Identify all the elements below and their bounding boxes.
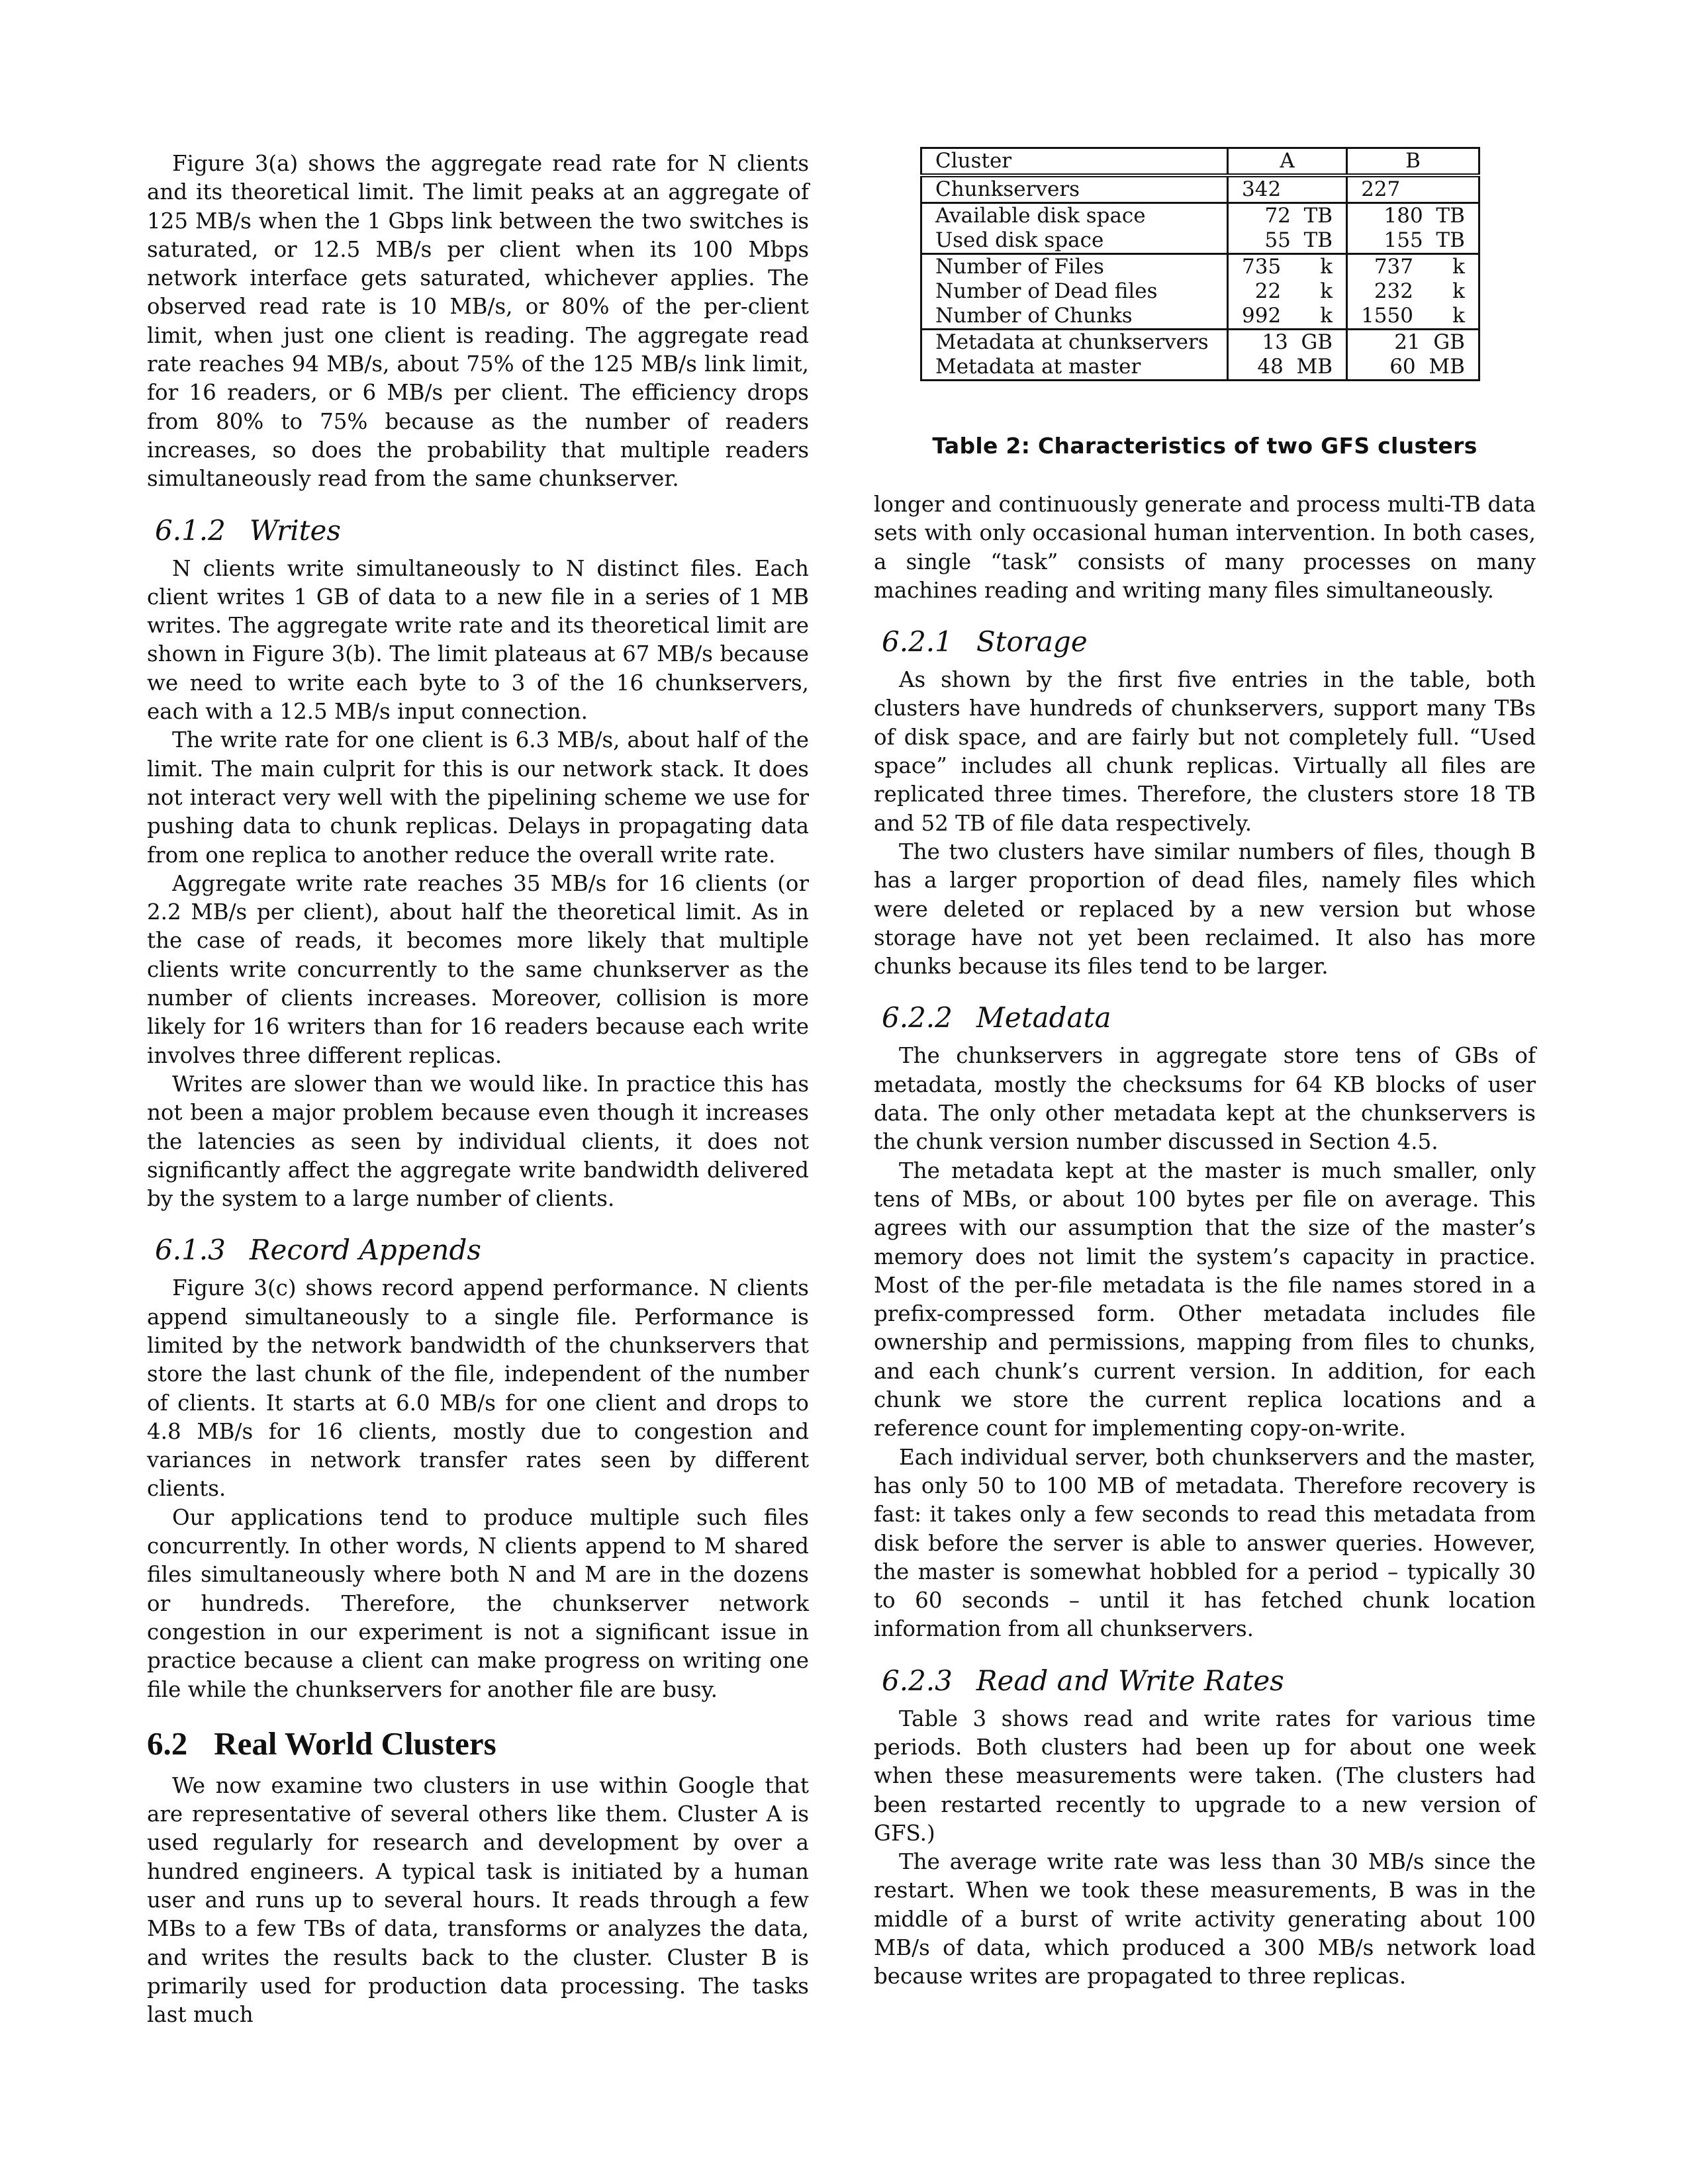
subsection-heading-storage — [882, 625, 1536, 659]
table-cell: Metadata at master — [921, 355, 1228, 381]
table-cell: Metadata at chunkservers — [921, 330, 1228, 355]
table-cell: Chunkservers — [921, 175, 1228, 203]
paragraph: Our applications tend to produce multiple such files concurrently. In other words, N clients append to M shared files simultaneously where both N and M are in the dozens or hundreds. Therefore, the chunkserver network congestion in our experiment is not a significant issue in practice because a client can make progress on writing one file while the chunkservers for another file are busy. — [147, 1504, 809, 1702]
table-cell: 737 k — [1347, 254, 1479, 280]
table-row — [921, 175, 1479, 203]
subsection-heading-read-write-rates — [882, 1664, 1536, 1698]
table-2 — [920, 147, 1536, 381]
paragraph: As shown by the first five entries in the table, both clusters have hundreds of chunkservers, support many TBs of disk space, and are fairly but not completely full. “Used space” includes all chunk replicas. Virtually all files are replicated three times. Therefore, the clusters store 18 TB and 52 TB of file data respectively. — [874, 667, 1536, 836]
table-row — [921, 304, 1479, 330]
table-header-row — [921, 148, 1479, 176]
table-cell: Number of Files — [921, 254, 1228, 280]
paragraph: Writes are slower than we would like. In practice this has not been a major problem because even though it increases the latencies as seen by individual clients, it does not significantly affect the aggregate write bandwidth delivered by the system to a large number of clients. — [147, 1071, 809, 1212]
table-cell: 1550 k — [1347, 304, 1479, 330]
section-number: 6.2 — [147, 1725, 188, 1762]
table-caption: Table 2: Characteristics of two GFS clusters — [932, 433, 1477, 459]
table-cell: 992 k — [1228, 304, 1347, 330]
subsection-title: Writes — [249, 514, 341, 547]
paragraph: We now examine two clusters in use within Google that are representative of several others like them. Cluster A is used regularly for research and development by over a hundred engineers. A typical task is initiated by a human user and runs up to several hours. It reads through a few MBs to a few TBs of data, transforms or analyzes the data, and writes the results back to the cluster. Cluster B is primarily used for production data processing. The tasks last much — [147, 1772, 809, 2028]
table-cell: 155 TB — [1347, 228, 1479, 254]
table-cell: 13 GB — [1228, 330, 1347, 355]
table-row — [921, 279, 1479, 304]
table-cell: Number of Chunks — [921, 304, 1228, 330]
table-cell: 232 k — [1347, 279, 1479, 304]
subsection-number: 6.1.3 — [155, 1234, 226, 1267]
section-heading-real-world-clusters — [147, 1724, 809, 1764]
subsection-title: Storage — [976, 625, 1088, 659]
table-header-cell: B — [1347, 148, 1479, 176]
paragraph: The chunkservers in aggregate store tens of GBs of metadata, mostly the checksums for 64 KB blocks of user data. The only other metadata kept at the chunkservers is the chunk version number discussed in Section 4.5. — [874, 1043, 1536, 1155]
table-cell: 342 — [1228, 175, 1347, 203]
cluster-table — [920, 147, 1480, 381]
subsection-title: Read and Write Rates — [976, 1664, 1284, 1697]
subsection-number: 6.1.2 — [155, 514, 226, 547]
table-row — [921, 228, 1479, 254]
subsection-title: Metadata — [976, 1001, 1111, 1034]
table-cell: 60 MB — [1347, 355, 1479, 381]
table-cell: Used disk space — [921, 228, 1228, 254]
subsection-heading-writes — [155, 514, 809, 548]
section-title: Real World Clusters — [214, 1725, 496, 1762]
table-row — [921, 203, 1479, 229]
left-column — [147, 150, 809, 2030]
paragraph: Table 3 shows read and write rates for various time periods. Both clusters had been up for about one week when these measurements were taken. (The clusters had been restarted recently to upgrade to a new version of GFS.) — [874, 1706, 1536, 1846]
table-cell: 72 TB — [1228, 203, 1347, 229]
paragraph: The two clusters have similar numbers of files, though B has a larger proportion of dead files, namely files which were deleted or replaced by a new version but whose storage have not yet been reclaimed. It also has more chunks because its files tend to be larger. — [874, 839, 1536, 979]
paragraph: The average write rate was less than 30 MB/s since the restart. When we took these measurements, B was in the middle of a burst of write activity generating about 100 MB/s of data, which produced a 300 MB/s network load because writes are propagated to three replicas. — [874, 1849, 1536, 1989]
paragraph: Each individual server, both chunkservers and the master, has only 50 to 100 MB of metadata. Therefore recovery is fast: it takes only a few seconds to read this metadata from disk before the server is able to answer queries. However, the master is somewhat hobbled for a period – typically 30 to 60 seconds – until it has fetched chunk location information from all chunkservers. — [874, 1444, 1536, 1642]
table-header-cell: A — [1228, 148, 1347, 176]
table-cell: 735 k — [1228, 254, 1347, 280]
subsection-number: 6.2.3 — [882, 1664, 953, 1697]
subsection-number: 6.2.2 — [882, 1001, 953, 1034]
table-cell: 22 k — [1228, 279, 1347, 304]
table-cell: 21 GB — [1347, 330, 1479, 355]
table-cell: Number of Dead files — [921, 279, 1228, 304]
subsection-number: 6.2.1 — [882, 625, 953, 659]
paragraph: Figure 3(c) shows record append performance. N clients append simultaneously to a single file. Performance is limited by the network bandwidth of the chunkservers that store the last chunk of the file, independent of the number of clients. It starts at 6.0 MB/s for one client and drops to 4.8 MB/s for 16 clients, mostly due to congestion and variances in network transfer rates seen by different clients. — [147, 1275, 809, 1502]
paragraph: The metadata kept at the master is much smaller, only tens of MBs, or about 100 bytes per file on average. This agrees with our assumption that the size of the master’s memory does not limit the system’s capacity in practice. Most of the per-file metadata is the file names stored in a prefix-compressed form. Other metadata includes file ownership and permissions, mapping from files to chunks, and each chunk’s current version. In addition, for each chunk we store the current replica locations and a reference count for implementing copy-on-write. — [874, 1158, 1536, 1441]
table-cell: 48 MB — [1228, 355, 1347, 381]
table-cell: 55 TB — [1228, 228, 1347, 254]
paragraph: The write rate for one client is 6.3 MB/s, about half of the limit. The main culprit for this is our network stack. It does not interact very well with the pipelining scheme we use for pushing data to chunk replicas. Delays in propagating data from one replica to another reduce the overall write rate. — [147, 727, 809, 868]
table-row — [921, 330, 1479, 355]
subsection-heading-metadata — [882, 1001, 1536, 1035]
subsection-title: Record Appends — [249, 1234, 481, 1267]
table-cell: 180 TB — [1347, 203, 1479, 229]
paragraph: Aggregate write rate reaches 35 MB/s for 16 clients (or 2.2 MB/s per client), about half the theoretical limit. As in the case of reads, it becomes more likely that multiple clients write concurrently to the same chunkserver as the number of clients increases. Moreover, collision is more likely for 16 writers than for 16 readers because each write involves three different replicas. — [147, 870, 809, 1068]
paragraph: N clients write simultaneously to N distinct files. Each client writes 1 GB of data to a new file in a series of 1 MB writes. The aggregate write rate and its theoretical limit are shown in Figure 3(b). The limit plateaus at 67 MB/s because we need to write each byte to 3 of the 16 chunkservers, each with a 12.5 MB/s input connection. — [147, 555, 809, 725]
paragraph: Figure 3(a) shows the aggregate read rate for N clients and its theoretical limit. The limit peaks at an aggregate of 125 MB/s when the 1 Gbps link between the two switches is saturated, or 12.5 MB/s per client when its 100 Mbps network interface gets saturated, whichever applies. The observed read rate is 10 MB/s, or 80% of the per-client limit, when just one client is reading. The aggregate read rate reaches 94 MB/s, about 75% of the 125 MB/s link limit, for 16 readers, or 6 MB/s per client. The efficiency drops from 80% to 75% because as the number of readers increases, so does the probability that multiple readers simultaneously read from the same chunkserver. — [147, 151, 809, 492]
subsection-heading-record-appends — [155, 1233, 809, 1267]
table-cell: 227 — [1347, 175, 1479, 203]
table-row — [921, 355, 1479, 381]
table-row — [921, 254, 1479, 280]
table-cell: Available disk space — [921, 203, 1228, 229]
right-column — [874, 147, 1536, 1991]
paragraph: longer and continuously generate and process multi-TB data sets with only occasional human intervention. In both cases, a single “task” consists of many processes on many machines reading and writing many files simultaneously. — [874, 492, 1536, 603]
table-header-cell: Cluster — [921, 148, 1228, 176]
